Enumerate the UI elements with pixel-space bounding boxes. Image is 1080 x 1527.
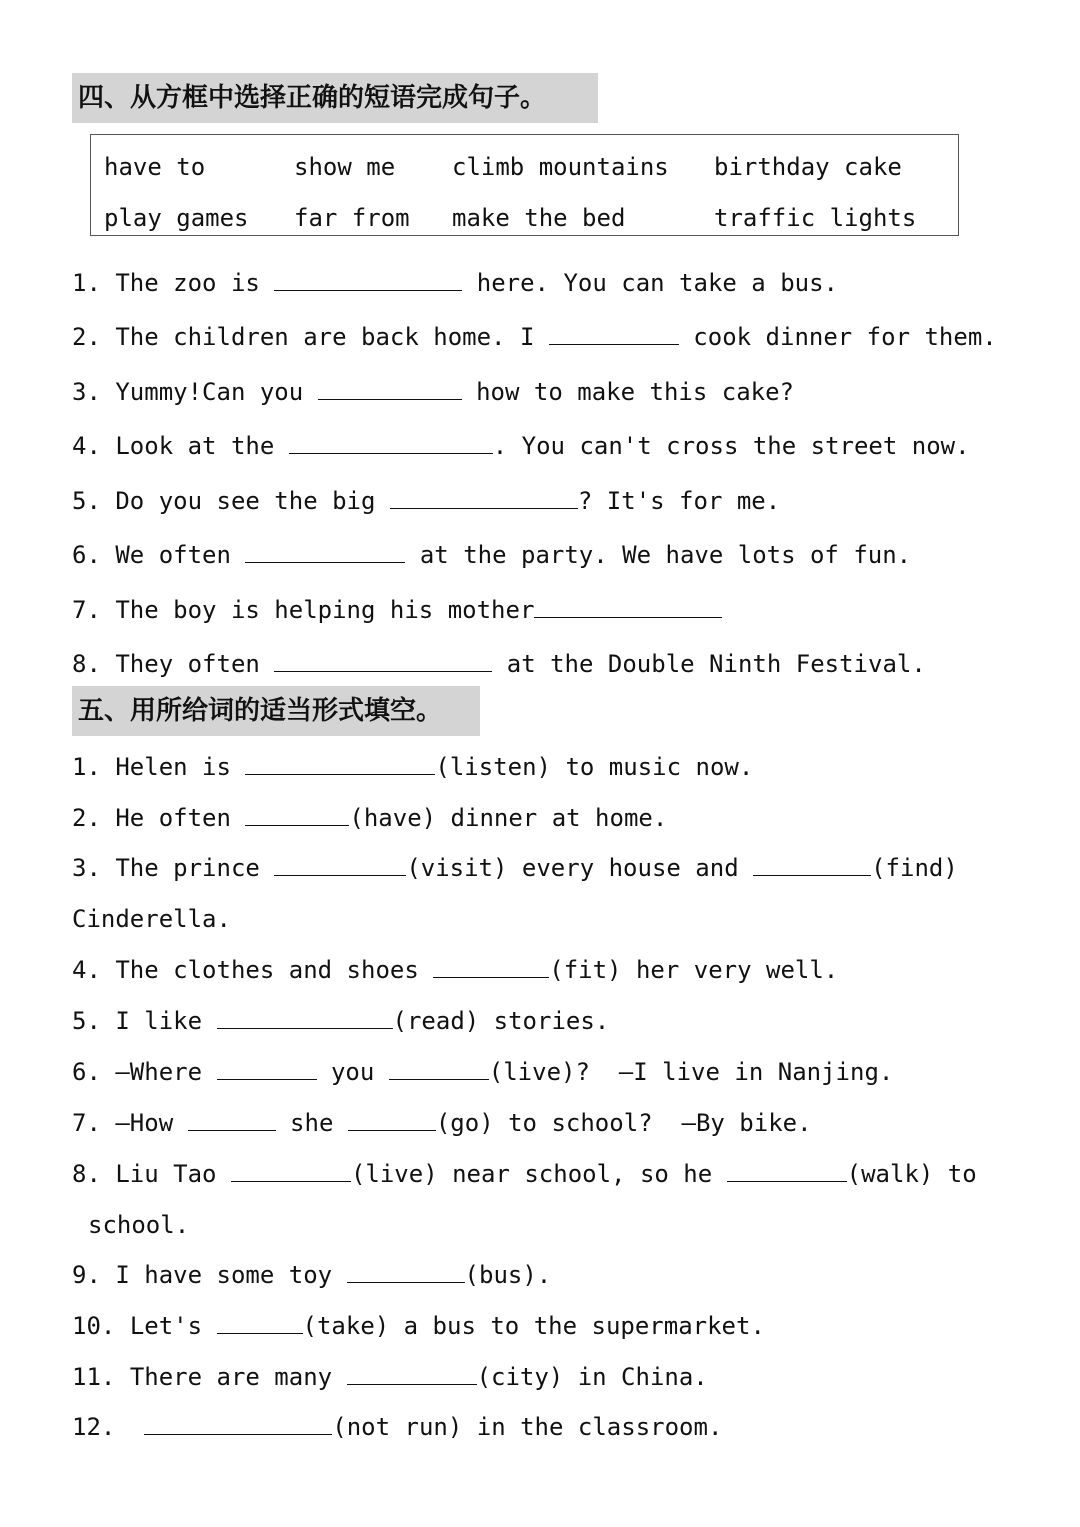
answer-blank[interactable]: [727, 1159, 847, 1182]
question-text: (bus).: [464, 1261, 552, 1289]
section-5-title: 五、用所给词的适当形式填空。: [72, 686, 480, 736]
answer-blank[interactable]: [274, 853, 406, 876]
question-line: [72, 595, 722, 625]
question-line: [72, 1362, 708, 1392]
question-text: The boy is helping his mother: [115, 596, 535, 624]
question-number: 7.: [72, 1109, 101, 1137]
question-line: [72, 752, 753, 782]
word-option: birthday cake: [714, 153, 902, 181]
question-text: cook dinner for them.: [678, 323, 997, 351]
question-text: (not run) in the classroom.: [332, 1413, 723, 1441]
word-option: climb mountains: [452, 153, 669, 181]
answer-blank[interactable]: [347, 1260, 465, 1283]
question-line: [72, 1412, 722, 1442]
question-text: Liu Tao: [115, 1160, 231, 1188]
answer-blank[interactable]: [274, 649, 492, 672]
answer-blank[interactable]: [217, 1057, 317, 1080]
question-number: 7.: [72, 596, 101, 624]
question-continuation: school.: [88, 1211, 190, 1239]
word-option: show me: [294, 153, 396, 181]
answer-blank[interactable]: [231, 1159, 351, 1182]
question-text: (visit) every house and: [406, 854, 754, 882]
question-number: 3.: [72, 378, 101, 406]
question-number: 3.: [72, 854, 101, 882]
question-text: The clothes and shoes: [115, 956, 434, 984]
question-text: (read) stories.: [392, 1007, 610, 1035]
question-text: They often: [115, 650, 275, 678]
question-line: [72, 268, 838, 298]
question-continuation: Cinderella.: [72, 905, 231, 933]
question-line: [72, 649, 926, 679]
question-text: —How: [115, 1109, 188, 1137]
question-line: [72, 377, 794, 407]
question-line: [72, 486, 780, 516]
answer-blank[interactable]: [217, 1311, 303, 1334]
question-number: 1.: [72, 269, 101, 297]
question-text: at the party. We have lots of fun.: [405, 541, 912, 569]
answer-blank[interactable]: [245, 540, 405, 563]
question-line: [72, 1057, 893, 1087]
answer-blank[interactable]: [390, 486, 578, 509]
answer-blank[interactable]: [534, 595, 722, 618]
question-number: 11.: [72, 1363, 116, 1391]
question-text: We often: [115, 541, 246, 569]
question-text: —Where: [115, 1058, 217, 1086]
question-number: 2.: [72, 323, 101, 351]
question-text: The children are back home. I: [115, 323, 549, 351]
answer-blank[interactable]: [433, 955, 549, 978]
question-text: . You can't cross the street now.: [492, 432, 970, 460]
question-text: The zoo is: [115, 269, 275, 297]
answer-blank[interactable]: [245, 752, 435, 775]
word-option: have to: [104, 153, 206, 181]
question-number: 9.: [72, 1261, 101, 1289]
answer-blank[interactable]: [347, 1362, 477, 1385]
answer-blank[interactable]: [549, 322, 679, 345]
question-text: (fit) her very well.: [549, 956, 839, 984]
question-line: [72, 1159, 977, 1189]
answer-blank[interactable]: [348, 1108, 436, 1131]
answer-blank[interactable]: [318, 377, 462, 400]
question-line: [72, 431, 970, 461]
question-text: (listen) to music now.: [435, 753, 754, 781]
question-text: I have some toy: [115, 1261, 347, 1289]
word-option: make the bed: [452, 204, 626, 232]
question-number: 4.: [72, 956, 101, 984]
question-text: Helen is: [115, 753, 246, 781]
question-line: [72, 853, 958, 883]
question-line: [72, 322, 997, 352]
question-text: (live)? —I live in Nanjing.: [488, 1058, 894, 1086]
answer-blank[interactable]: [245, 803, 349, 826]
answer-blank[interactable]: [188, 1108, 276, 1131]
question-line: [72, 1108, 812, 1138]
question-text: (have) dinner at home.: [349, 804, 668, 832]
question-text: The prince: [115, 854, 275, 882]
question-text: how to make this cake?: [461, 378, 794, 406]
question-line: [72, 540, 911, 570]
question-text: (city) in China.: [476, 1363, 708, 1391]
question-number: 1.: [72, 753, 101, 781]
question-text: I like: [115, 1007, 217, 1035]
question-text: There are many: [129, 1363, 347, 1391]
word-option: far from: [294, 204, 410, 232]
question-text: [130, 1413, 144, 1441]
section-4-title: 四、从方框中选择正确的短语完成句子。: [72, 73, 598, 123]
question-number: 2.: [72, 804, 101, 832]
question-line: [72, 955, 838, 985]
answer-blank[interactable]: [274, 268, 462, 291]
question-text: (go) to school? —By bike.: [435, 1109, 812, 1137]
question-text: (walk) to: [846, 1160, 977, 1188]
question-text: Yummy!Can you: [115, 378, 318, 406]
question-text: Look at the: [115, 432, 289, 460]
answer-blank[interactable]: [144, 1412, 332, 1435]
question-line: [72, 1006, 609, 1036]
question-line: [72, 803, 667, 833]
question-text: He often: [115, 804, 246, 832]
question-text: here. You can take a bus.: [462, 269, 838, 297]
question-number: 10.: [72, 1312, 116, 1340]
question-text: ? It's for me.: [577, 487, 781, 515]
question-text: (take) a bus to the supermarket.: [302, 1312, 765, 1340]
question-text: Do you see the big: [115, 487, 390, 515]
question-line: [72, 1311, 765, 1341]
answer-blank[interactable]: [753, 853, 871, 876]
question-number: 5.: [72, 487, 101, 515]
question-text: she: [275, 1109, 348, 1137]
question-number: 8.: [72, 650, 101, 678]
question-number: 6.: [72, 1058, 101, 1086]
answer-blank[interactable]: [289, 431, 493, 454]
answer-blank[interactable]: [389, 1057, 489, 1080]
question-text: Let's: [129, 1312, 217, 1340]
question-number: 5.: [72, 1007, 101, 1035]
question-number: 12.: [72, 1413, 116, 1441]
question-text: (find): [871, 854, 958, 882]
question-line: [72, 1260, 551, 1290]
word-option: traffic lights: [714, 204, 917, 232]
question-number: 4.: [72, 432, 101, 460]
question-text: (live) near school, so he: [350, 1160, 727, 1188]
question-text: at the Double Ninth Festival.: [492, 650, 926, 678]
question-number: 8.: [72, 1160, 101, 1188]
word-option: play games: [104, 204, 249, 232]
answer-blank[interactable]: [217, 1006, 393, 1029]
question-number: 6.: [72, 541, 101, 569]
question-text: you: [316, 1058, 389, 1086]
